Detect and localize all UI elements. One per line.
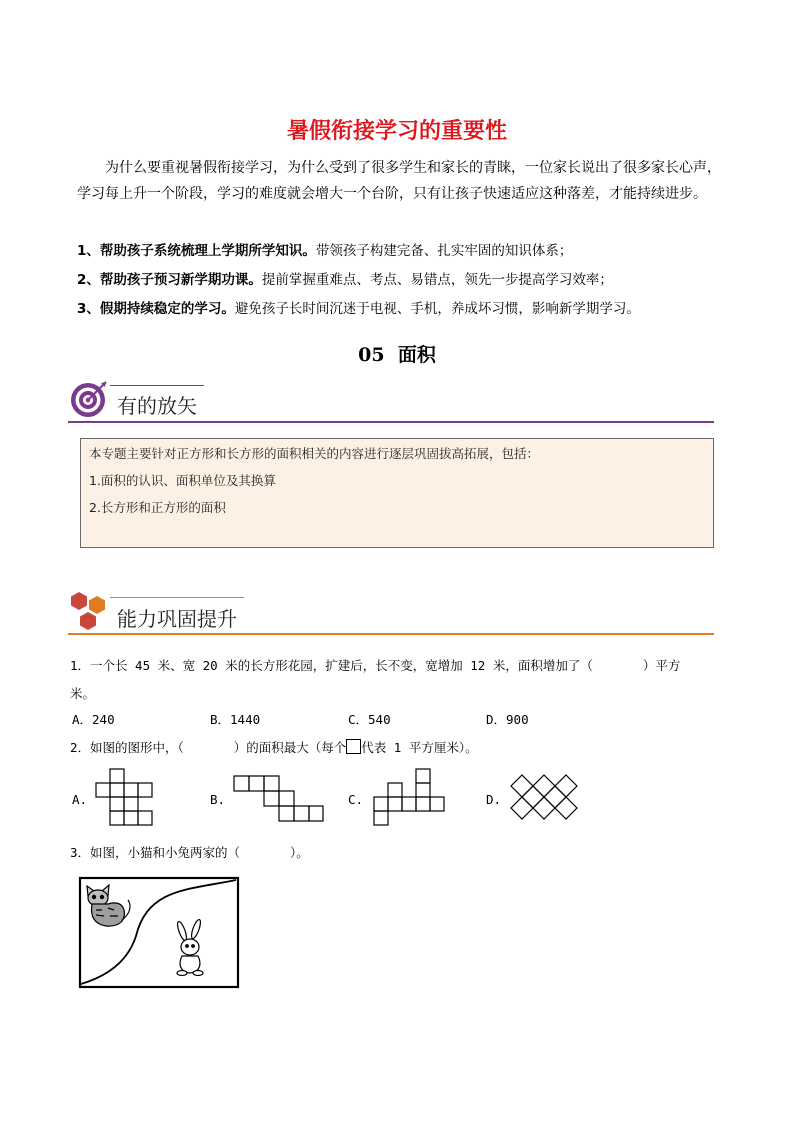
q2-shape-d — [508, 774, 582, 822]
q1-option-c: C．540 — [348, 712, 391, 727]
section2-rule — [68, 633, 714, 635]
point-3 — [77, 297, 640, 317]
cat-rabbit-figure — [78, 876, 242, 990]
objectives-line-1: 本专题主要针对正方形和长方形的面积相关的内容进行逐层巩固拔高拓展，包括： — [89, 446, 540, 461]
q2-shape-a — [95, 768, 157, 830]
q1-option-a: A．240 — [72, 712, 115, 727]
page-title: 暑假衔接学习的重要性 — [286, 119, 507, 144]
q2-option-b-label: B. — [210, 792, 226, 807]
intro-paragraph: 为什么要重视暑假衔接学习，为什么受到了很多学生和家长的青睐，一位家长说出了很多家长心声，学习每上升一个阶段，学习的难度就会增大一个台阶，只有让孩子快速适应这种落差，才能持续进步。 — [77, 160, 721, 202]
point-1-bold: 1、帮助孩子系统梳理上学期所学知识。 — [77, 243, 316, 259]
point-2-bold: 2、帮助孩子预习新学期功课。 — [77, 272, 262, 288]
q2-option-d-label: D. — [486, 792, 502, 807]
q2-shape-b — [233, 775, 325, 823]
point-2 — [77, 268, 613, 288]
point-1 — [77, 239, 572, 259]
q2-text-before: 2．如图的图形中，（ ）的面积最大（每个 — [70, 740, 347, 755]
q2-stem — [70, 738, 478, 756]
objectives-line-2: 1.面积的认识、面积单位及其换算 — [89, 473, 276, 488]
lesson-title — [0, 340, 794, 367]
section1-top-rule — [110, 385, 204, 386]
q1-line-1: 1．一个长 45 米、宽 20 米的长方形花园，扩建后，长不变，宽增加 12 米，面积增加了（ ）平方 — [70, 658, 681, 673]
objectives-box — [80, 438, 714, 548]
q1-option-d: D．900 — [486, 712, 529, 727]
q1-line-2: 米。 — [70, 686, 96, 701]
point-2-text: 提前掌握重难点、考点、易错点，领先一步提高学习效率； — [261, 272, 613, 288]
objectives-line-3: 2.长方形和正方形的面积 — [89, 500, 226, 515]
q1-option-b: B．1440 — [210, 712, 261, 727]
section1-rule — [68, 421, 714, 423]
q2-shape-c — [372, 768, 448, 830]
hexagon-cluster-icon — [66, 590, 112, 634]
point-3-bold: 3、假期持续稳定的学习。 — [77, 301, 235, 317]
q2-option-a-label: A. — [72, 792, 88, 807]
section2-label: 能力巩固提升 — [117, 607, 237, 631]
q2-text-after: 代表 1 平方厘米）。 — [361, 740, 478, 755]
lesson-number: 05 — [358, 344, 385, 366]
q2-option-c-label: C. — [348, 792, 364, 807]
target-icon — [68, 376, 112, 420]
q3-text: 3．如图，小猫和小兔两家的（ ）。 — [70, 845, 309, 860]
point-1-text: 带领孩子构建完备、扎实牢固的知识体系； — [315, 243, 573, 259]
section1-label: 有的放矢 — [117, 394, 197, 418]
section2-top-rule — [110, 597, 244, 598]
point-3-text: 避免孩子长时间沉迷于电视、手机，养成坏习惯，影响新学期学习。 — [234, 301, 640, 317]
unit-square-icon — [346, 739, 361, 754]
lesson-name: 面积 — [397, 344, 436, 366]
